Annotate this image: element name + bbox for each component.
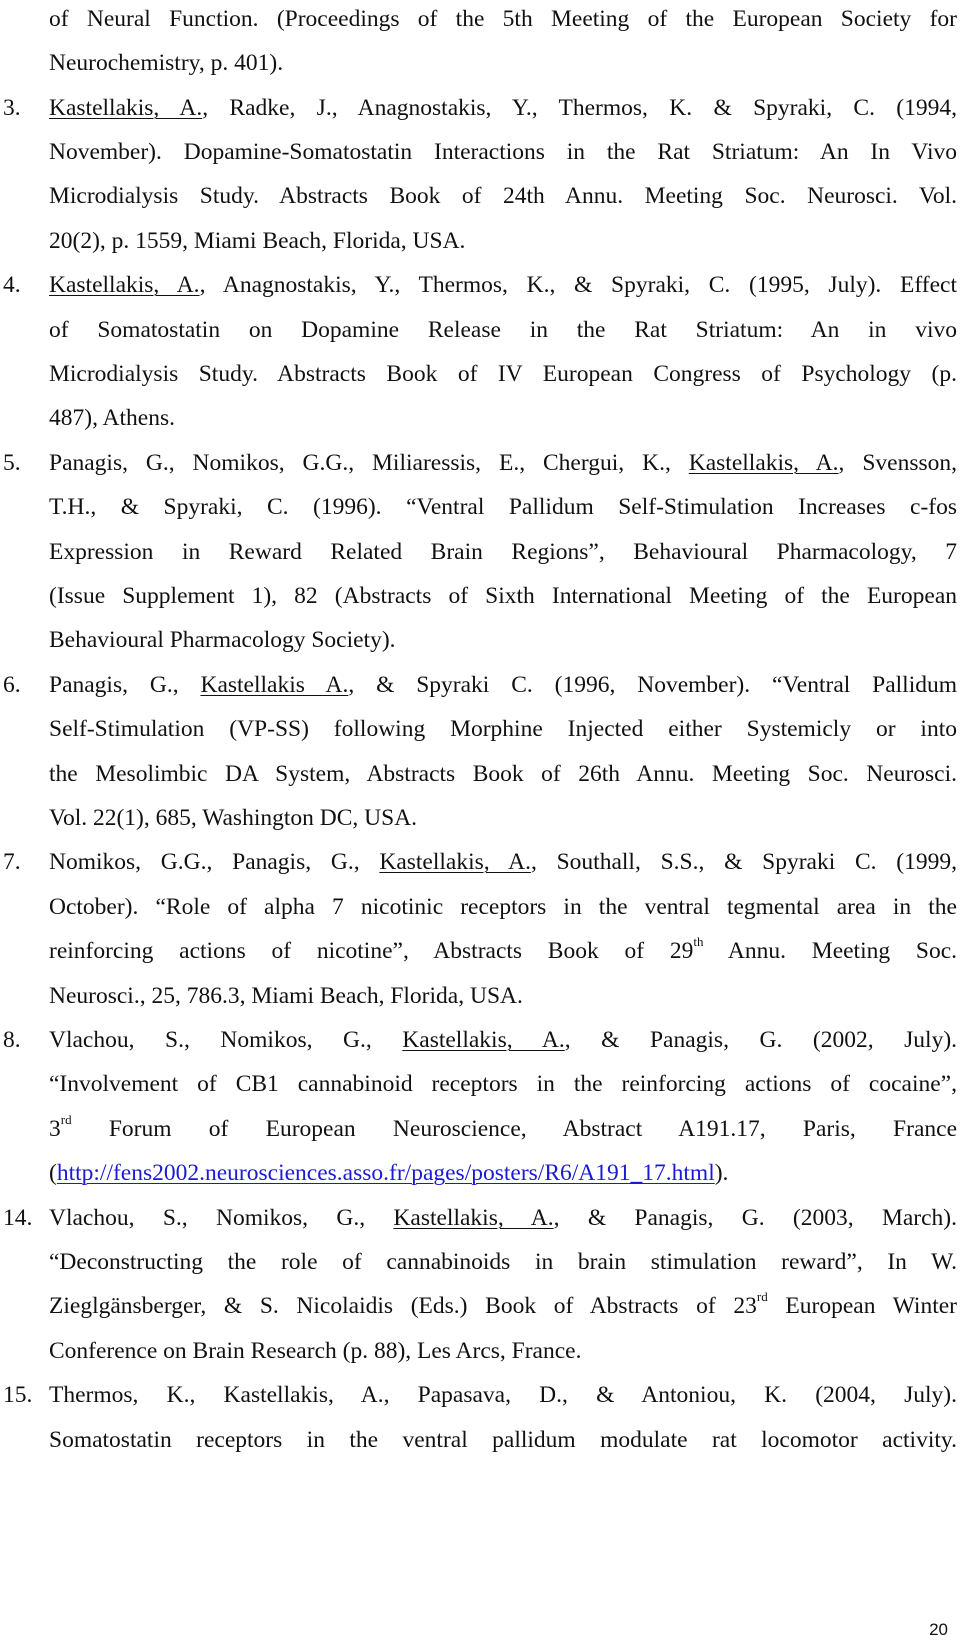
text-line: ). — [714, 1160, 729, 1186]
text-line: Expression in Reward Related Brain Regions”, Behavioural Pharmacology, 7 — [49, 539, 957, 565]
reference-item-14 — [3, 1203, 958, 1233]
text-line: October). “Role of alpha 7 nicotinic receptors in the ventral tegmental area in the — [49, 894, 957, 920]
text-line: Vol. 22(1), 685, Washington DC, USA. — [49, 805, 418, 831]
text-line — [49, 759, 957, 789]
author-name: Kastellakis, A. — [49, 95, 203, 121]
item-number: 3. — [3, 95, 21, 121]
text-line: Panagis, G., Nomikos, G.G., Miliaressis, E., Chergui, K., — [49, 450, 689, 476]
text-line: , Svensson, — [838, 450, 958, 476]
text-line — [49, 1425, 957, 1455]
text-line: “Involvement of CB1 cannabinoid receptors in the reinforcing actions of cocaine”, — [49, 1071, 957, 1097]
text-line: November). Dopamine-Somatostatin Interactions in the Rat Striatum: An In Vivo — [49, 139, 957, 165]
author-name: Kastellakis, A. — [402, 1027, 565, 1053]
text-line: , Anagnostakis, Y., Thermos, K., & Spyraki, C. (1995, July). Effect — [199, 272, 958, 298]
page-number: 20 — [929, 1620, 948, 1639]
text-line — [49, 1069, 957, 1099]
text-line — [49, 492, 957, 522]
text-line — [49, 1114, 957, 1144]
text-line: , Southall, S.S., & Spyraki C. (1999, — [530, 849, 957, 875]
author-name: Kastellakis A. — [200, 672, 349, 698]
item-number: 6. — [3, 672, 21, 698]
text-line: reinforcing actions of nicotine”, Abstracts Book of 29 — [49, 938, 694, 964]
text-line — [49, 936, 957, 966]
text-line: Self-Stimulation (VP-SS) following Morphine Injected either Systemicly or into — [49, 716, 957, 742]
text-line — [49, 625, 957, 655]
text-line — [49, 315, 957, 345]
reference-item-4 — [3, 270, 958, 300]
superscript: th — [693, 934, 704, 950]
reference-continuation-line — [49, 48, 957, 78]
text-line: Microdialysis Study. Abstracts Book of IV European Congress of Psychology (p. — [49, 361, 957, 387]
text-line: Zieglgänsberger, & S. Nicolaidis (Eds.) Book of Abstracts of 23 — [49, 1293, 757, 1319]
reference-item-8 — [3, 1025, 958, 1055]
text-line: of Neural Function. (Proceedings of the 5th Meeting of the European Society for — [49, 6, 957, 32]
text-line: , Radke, J., Anagnostakis, Y., Thermos, K. & Spyraki, C. (1994, — [202, 95, 958, 121]
text-line: the Mesolimbic DA System, Abstracts Book of 26th Annu. Meeting Soc. Neurosci. — [49, 761, 957, 787]
text-line: Thermos, K., Kastellakis, A., Papasava, D., & Antoniou, K. (2004, July). — [49, 1382, 957, 1408]
text-line: , & Spyraki C. (1996, November). “Ventral Pallidum — [348, 672, 958, 698]
text-line: , & Panagis, G. (2002, July). — [564, 1027, 958, 1053]
text-line — [49, 714, 957, 744]
text-line: 20(2), p. 1559, Miami Beach, Florida, USA. — [49, 228, 466, 254]
text-line: Nomikos, G.G., Panagis, G., — [49, 849, 380, 875]
reference-link[interactable]: http://fens2002.neurosciences.asso.fr/pages/posters/R6/A191_17.html — [56, 1160, 715, 1186]
text-line — [49, 181, 957, 211]
text-line: Panagis, G., — [49, 672, 201, 698]
text-line: of Somatostatin on Dopamine Release in the Rat Striatum: An in vivo — [49, 317, 957, 343]
author-name: Kastellakis, A. — [49, 272, 200, 298]
item-number: 7. — [3, 849, 21, 875]
text-line: Behavioural Pharmacology Society). — [49, 627, 396, 653]
text-line: Vlachou, S., Nomikos, G., — [49, 1027, 403, 1053]
text-line — [49, 892, 957, 922]
text-line: Annu. Meeting Soc. — [703, 938, 957, 964]
text-line: 487), Athens. — [49, 405, 175, 431]
text-line — [49, 581, 957, 611]
superscript: rd — [60, 1112, 72, 1128]
text-line: “Deconstructing the role of cannabinoids in brain stimulation reward”, In W. — [49, 1249, 957, 1275]
text-line: 3 — [49, 1116, 61, 1142]
text-line — [49, 1158, 957, 1188]
item-number: 15. — [3, 1382, 33, 1408]
reference-item-7 — [3, 847, 957, 877]
text-line — [49, 537, 957, 567]
text-line: Vlachou, S., Nomikos, G., — [49, 1205, 394, 1231]
author-name: Kastellakis, A. — [688, 450, 839, 476]
text-line: , & Panagis, G. (2003, March). — [553, 1205, 958, 1231]
text-line — [49, 359, 957, 389]
author-name: Kastellakis, A. — [379, 849, 531, 875]
text-line: Neurochemistry, p. 401). — [49, 50, 284, 76]
text-line — [49, 981, 957, 1011]
item-number: 4. — [3, 272, 21, 298]
text-line: Conference on Brain Research (p. 88), Les Arcs, France. — [49, 1338, 582, 1364]
text-line: Neurosci., 25, 786.3, Miami Beach, Florida, USA. — [49, 983, 523, 1009]
text-line: European Winter — [767, 1293, 958, 1319]
text-line: Microdialysis Study. Abstracts Book of 24th Annu. Meeting Soc. Neurosci. Vol. — [49, 183, 957, 209]
text-line: Somatostatin receptors in the ventral pallidum modulate rat locomotor activity. — [49, 1427, 957, 1453]
reference-item-3 — [3, 93, 958, 123]
reference-item-6 — [3, 670, 958, 700]
text-line — [49, 1336, 957, 1366]
text-line: ( — [49, 1160, 57, 1186]
item-number: 5. — [3, 450, 21, 476]
item-number: 8. — [3, 1027, 21, 1053]
author-name: Kastellakis, A. — [393, 1205, 554, 1231]
item-number: 14. — [3, 1205, 33, 1231]
text-line — [49, 1291, 957, 1321]
text-line — [49, 226, 957, 256]
text-line: T.H., & Spyraki, C. (1996). “Ventral Pallidum Self-Stimulation Increases c-fos — [49, 494, 957, 520]
text-line — [49, 803, 957, 833]
superscript: rd — [756, 1289, 768, 1305]
reference-item-15 — [3, 1380, 957, 1410]
text-line — [49, 137, 957, 167]
text-line — [49, 1247, 957, 1277]
reference-item-5 — [3, 448, 958, 478]
reference-continuation-line — [49, 4, 957, 34]
text-line: (Issue Supplement 1), 82 (Abstracts of Sixth International Meeting of the European — [49, 583, 957, 609]
text-line — [49, 403, 957, 433]
text-line: Forum of European Neuroscience, Abstract A191.17, Paris, France — [71, 1116, 957, 1142]
